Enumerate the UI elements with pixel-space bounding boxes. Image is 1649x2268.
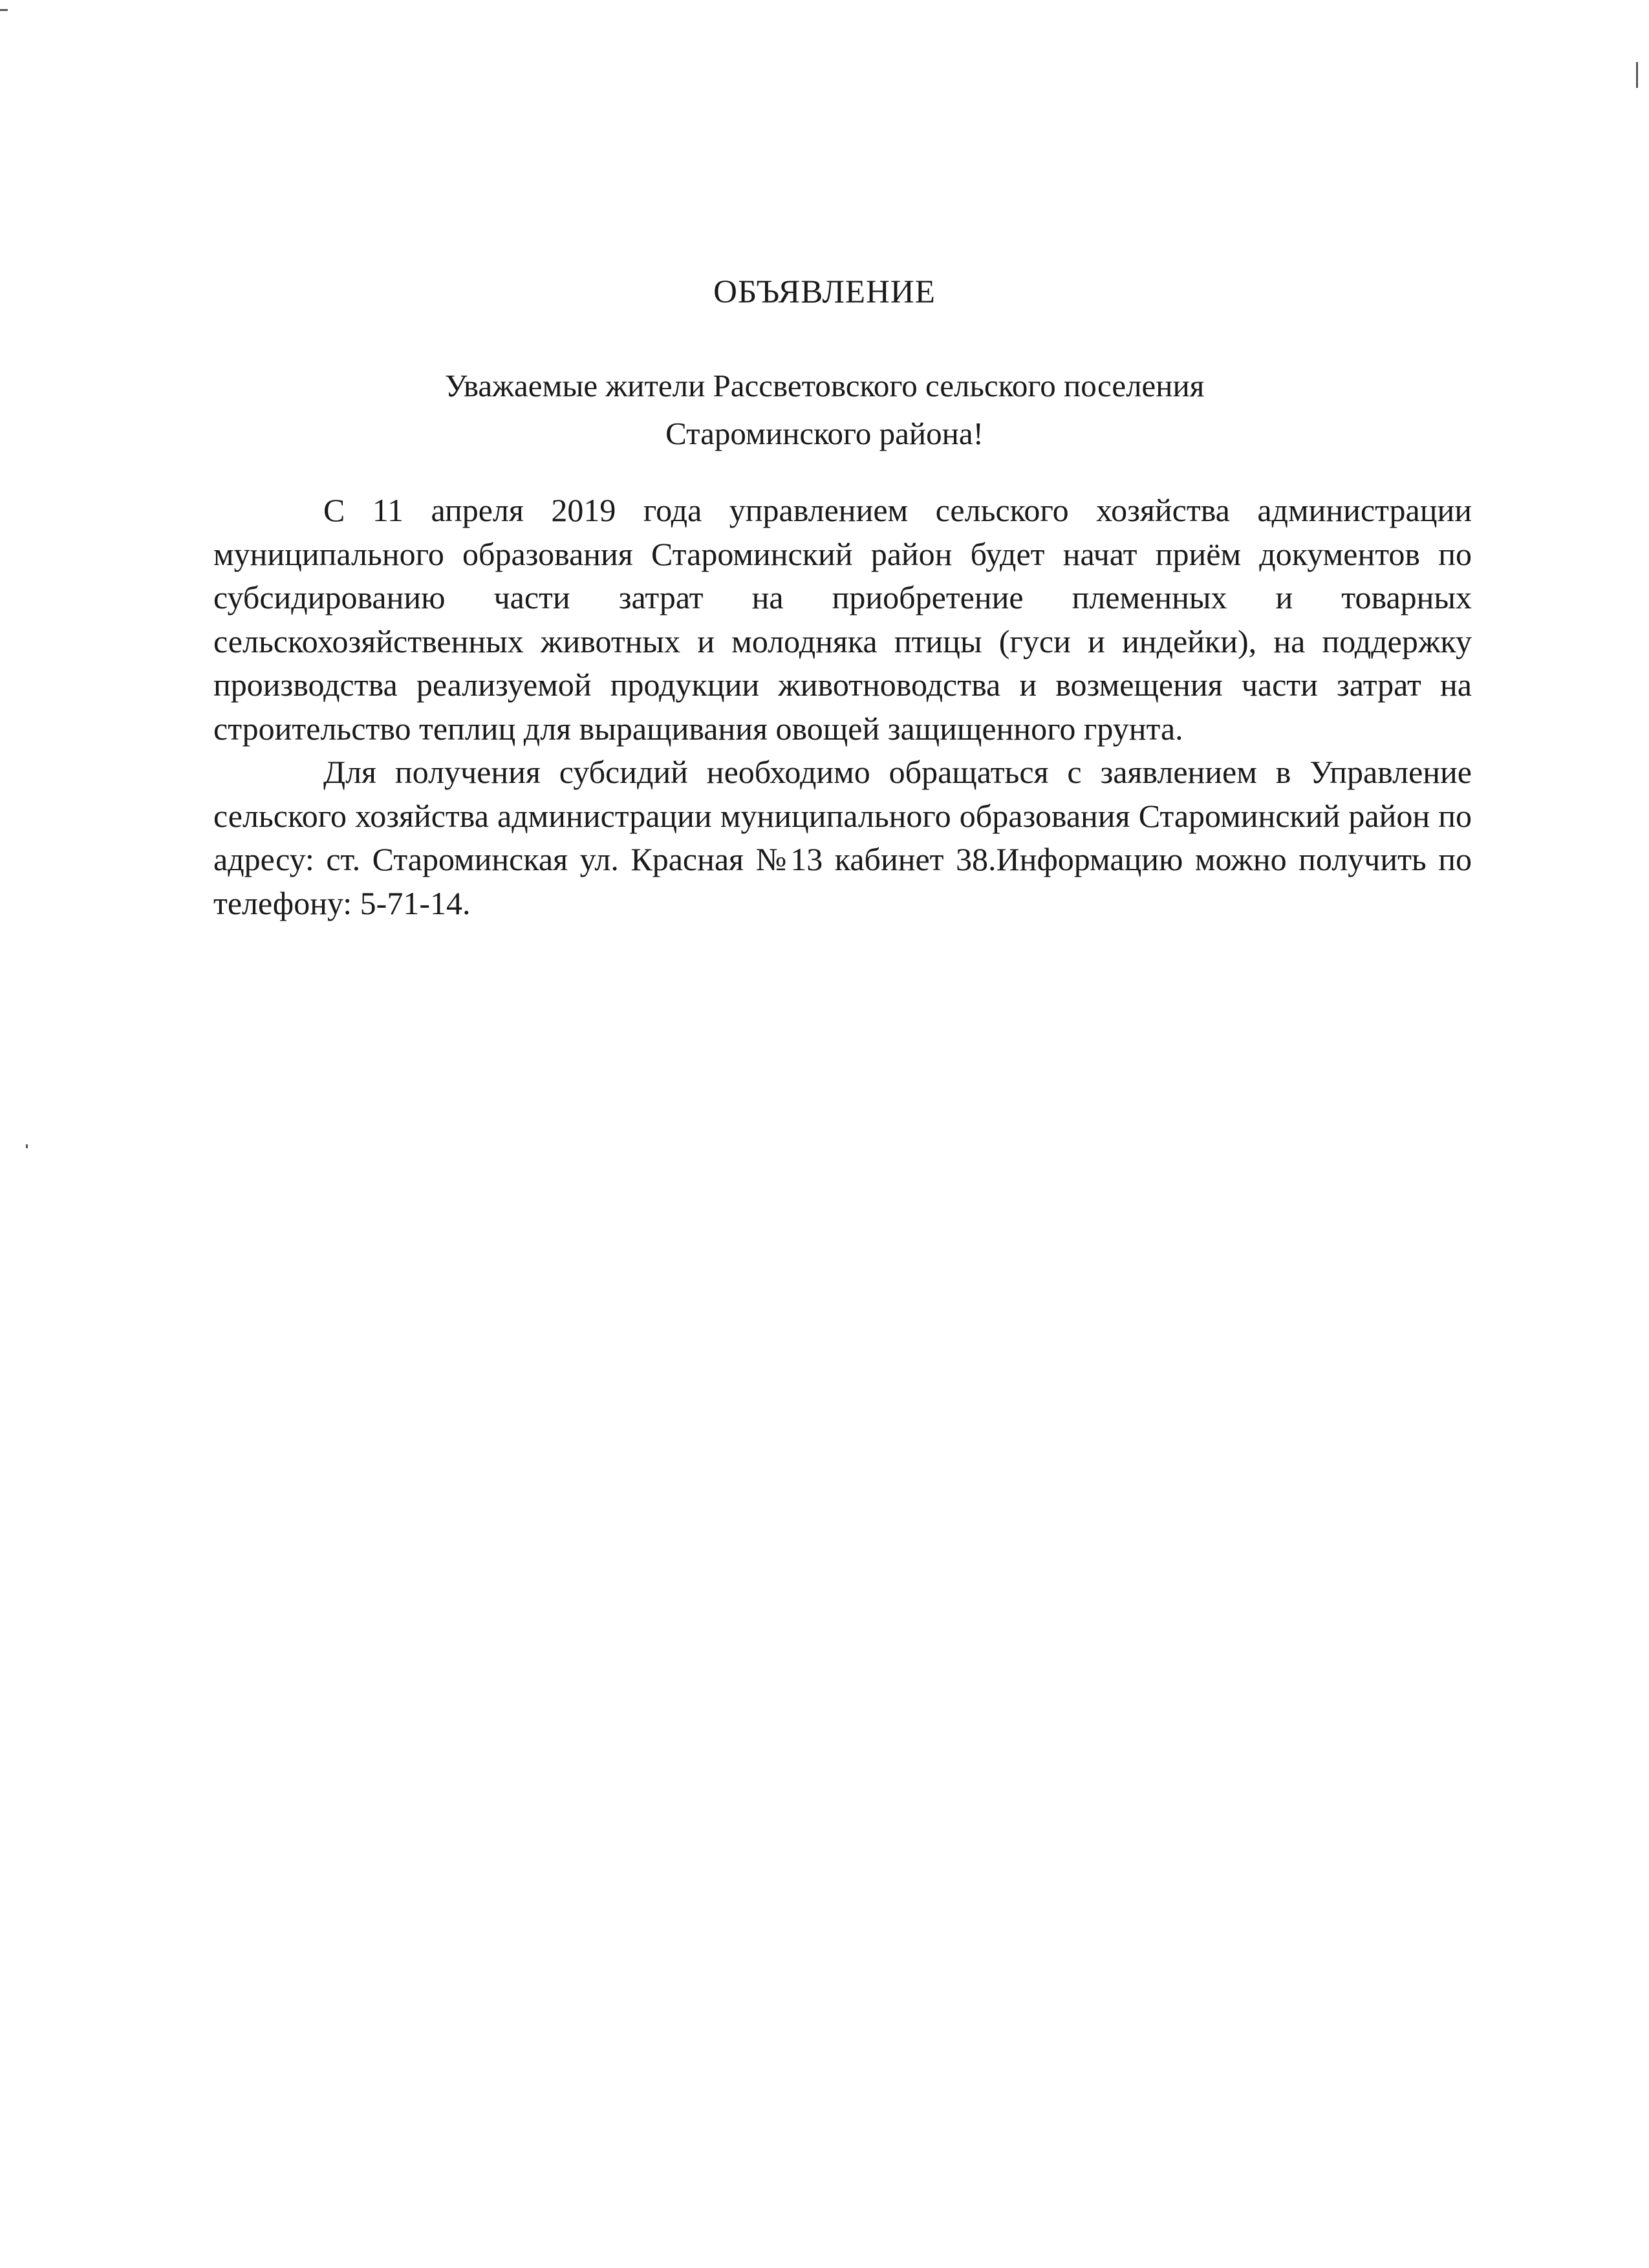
greeting-line-1: Уважаемые жители Рассветовского сельского поселения xyxy=(444,368,1205,403)
document-heading: ОБЪЯВЛЕНИЕ xyxy=(713,274,936,310)
scan-artifact-left-edge xyxy=(26,1144,28,1148)
paragraph-subsidy-announcement: С 11 апреля 2019 года управлением сельского хозяйства администрации муниципального образования Староминский район будет начат приём документов по субсидированию части затрат на приобретение племенных и товарных сельскохозяйственных животных и молодняка птицы (гуси и индейки), на поддержку производства реализуемой продукции животноводства и возмещения части затрат на строительство теплиц для выращивания овощей защищенного грунта. xyxy=(213,492,1472,747)
paragraph-contact-info: Для получения субсидий необходимо обращаться с заявлением в Управление сельского хозяйства администрации муниципального образования Староминский район по адресу: ст. Староминская ул. Красная №13 кабинет 38.Информацию можно получить по телефону: 5-71-14. xyxy=(213,754,1472,921)
scan-artifact-top-left xyxy=(0,9,8,11)
scan-artifact-right-edge xyxy=(1636,62,1638,88)
greeting-line-2: Староминского района! xyxy=(665,416,984,451)
greeting xyxy=(0,362,1649,458)
announcement-body xyxy=(213,489,1472,925)
